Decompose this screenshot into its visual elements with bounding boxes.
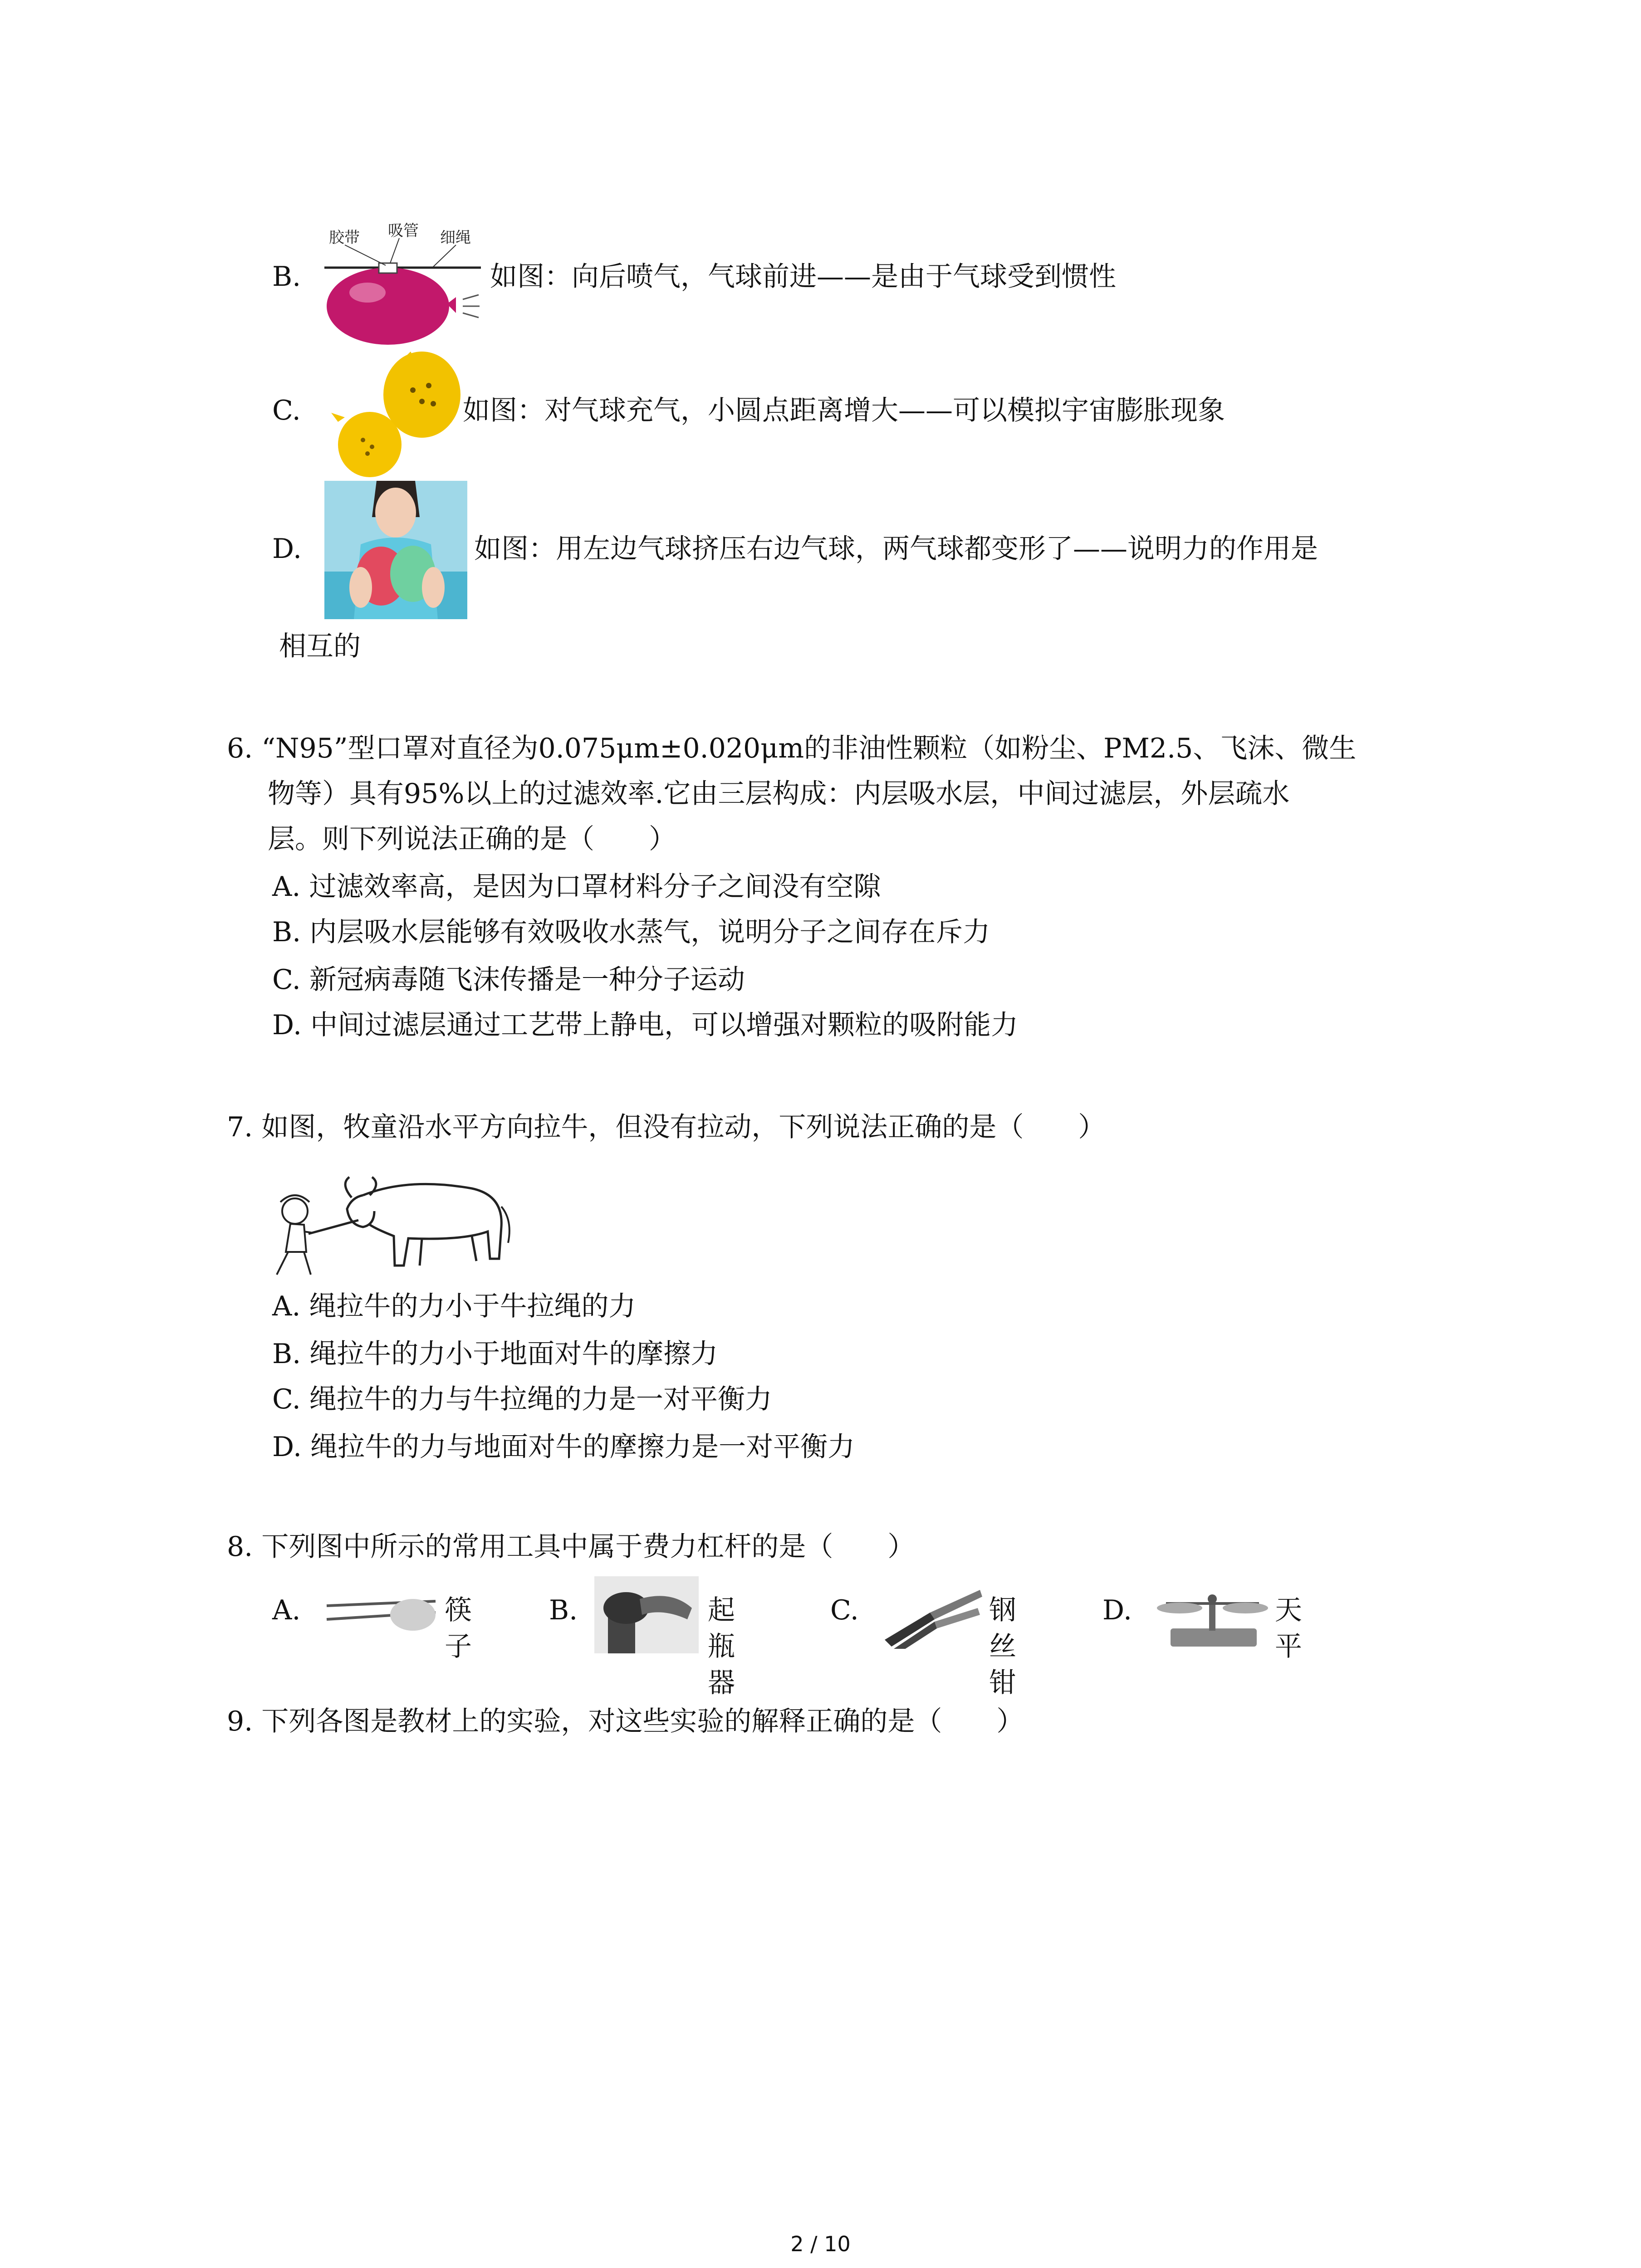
q5-option-b-letter: B. (272, 261, 301, 293)
fig-label-string: 细绳 (440, 229, 471, 247)
q7-option-b: B. 绳拉牛的力小于地面对牛的摩擦力 (272, 1338, 718, 1370)
q8-stem: 8. 下列图中所示的常用工具中属于费力杠杆的是（ ） (227, 1531, 915, 1563)
q8-option-b-name: 起瓶器 (708, 1594, 735, 1699)
balance-scale-icon (1152, 1579, 1270, 1651)
q8-option-c-letter: C. (830, 1594, 859, 1626)
q7-option-d: D. 绳拉牛的力与地面对牛的摩擦力是一对平衡力 (272, 1431, 855, 1463)
q6-stem-line-3: 层。则下列说法正确的是（ ） (268, 823, 676, 855)
q8-option-a-letter: A. (272, 1594, 301, 1626)
q8-option-d-letter: D. (1102, 1594, 1132, 1626)
q5-option-d-letter: D. (272, 533, 302, 565)
yellow-balloons-figure (318, 349, 463, 481)
q5-option-b-text: 如图：向后喷气，气球前进——是由于气球受到惯性 (490, 261, 1116, 293)
q6-stem-line-2: 物等）具有95%以上的过滤效率.它由三层构成：内层吸水层，中间过滤层，外层疏水 (268, 778, 1290, 810)
q6-option-c: C. 新冠病毒随飞沫传播是一种分子运动 (272, 964, 745, 996)
balloon-straw-figure (320, 218, 483, 349)
q6-option-d: D. 中间过滤层通过工艺带上静电，可以增强对颗粒的吸附能力 (272, 1009, 1019, 1041)
girl-squeezing-balloons-figure (324, 481, 467, 619)
q7-option-c: C. 绳拉牛的力与牛拉绳的力是一对平衡力 (272, 1383, 772, 1415)
boy-pulling-ox-figure (272, 1152, 517, 1288)
q7-option-a: A. 绳拉牛的力小于牛拉绳的力 (272, 1290, 636, 1322)
pliers-icon (880, 1581, 985, 1649)
q8-option-a-name: 筷子 (445, 1594, 472, 1662)
q5-option-d-continued: 相互的 (279, 631, 361, 662)
chopsticks-icon (322, 1588, 440, 1637)
q5-option-d-text: 如图：用左边气球挤压右边气球，两气球都变形了——说明力的作用是 (474, 533, 1318, 565)
page-number: 2 / 10 (790, 2232, 851, 2256)
bottle-opener-icon (594, 1576, 699, 1653)
q6-stem-line-1: 6. “N95”型口罩对直径为0.075μm±0.020μm的非油性颗粒（如粉尘、PM2.5、飞沫、微生 (227, 733, 1357, 764)
fig-label-straw: 吸管 (388, 222, 419, 240)
q9-stem: 9. 下列各图是教材上的实验，对这些实验的解释正确的是（ ） (227, 1706, 1024, 1737)
q5-option-c-letter: C. (272, 395, 301, 426)
q6-option-b: B. 内层吸水层能够有效吸收水蒸气，说明分子之间存在斥力 (272, 916, 990, 948)
q8-option-b-letter: B. (549, 1594, 578, 1626)
q8-option-c-name: 钢丝钳 (989, 1594, 1016, 1699)
q8-option-d-name: 天平 (1275, 1594, 1302, 1662)
q8-tool-options (272, 1574, 1452, 1699)
q5-option-c-text: 如图：对气球充气，小圆点距离增大——可以模拟宇宙膨胀现象 (463, 395, 1225, 426)
q7-stem: 7. 如图，牧童沿水平方向拉牛，但没有拉动，下列说法正确的是（ ） (227, 1111, 1106, 1143)
q6-option-a: A. 过滤效率高，是因为口罩材料分子之间没有空隙 (272, 871, 881, 903)
fig-label-tape: 胶带 (329, 229, 360, 247)
